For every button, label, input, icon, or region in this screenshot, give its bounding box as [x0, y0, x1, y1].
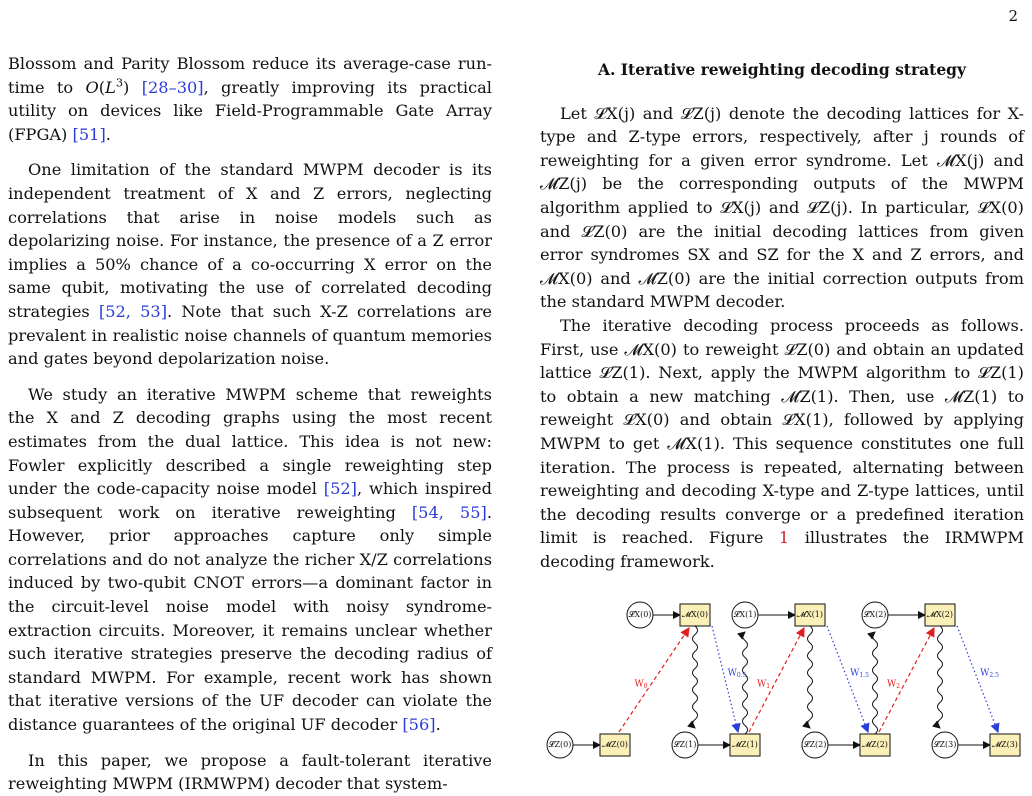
- bottom-lattice-node-label: 𝓛Z(0): [548, 740, 572, 749]
- figure-link[interactable]: 1: [778, 528, 790, 548]
- reweight-link: [938, 626, 943, 728]
- red-weight-label: $W_0$: [634, 679, 648, 690]
- paragraph-process: The iterative decoding process proceeds as follows. First, use 𝓜X(0) to reweight 𝓛Z(0) and obtain an updated lattice 𝓛Z(1). Next, apply the MWPM algorithm to 𝓛Z(1) to obtain a new matching 𝓜Z(1). Then, use 𝓜Z(1) to reweight 𝓛X(0) and obtain 𝓛X(1), followed by applying MWPM to get 𝓜X(1). This sequence constitutes one full iteration. The process is repeated, alternating between reweighting and decoding X-type and Z-type lattices, until the decoding results converge or a predefined iteration limit is reached. Figure 1 illustrates the IRMWPM decoding framework.: [540, 315, 1025, 571]
- blue-weight-arrow: [712, 626, 738, 732]
- page-number: 2: [1008, 7, 1018, 25]
- top-lattice-node-label: 𝓛X(0): [628, 610, 652, 619]
- blue-weight-label: $W_{1.5}$: [850, 668, 869, 679]
- bottom-matching-node-label: 𝓜Z(3): [992, 740, 1018, 749]
- bottom-matching-node-label: 𝓜Z(1): [732, 740, 758, 749]
- left-column: [8, 52, 492, 796]
- reweight-link: [873, 632, 878, 734]
- paragraph-3: We study an iterative MWPM scheme that reweights the X and Z decoding graphs using the most recent estimates from the dual lattice. This idea is not new: Fowler explicitly described a single reweighting step under the code-capacity noise model [52], which inspired subsequent work on iterative reweighting [54, 55]. However, prior approaches capture only simple correlations and do not analyze the richer X/Z correlations induced by two-qubit CNOT errors—a dominant factor in the circuit-level noise model with noisy syndrome-extraction circuits. Moreover, it remains unclear whether such iterative strategies preserve the decoding radius of standard MWPM. For example, recent work has shown that iterative versions of the UF decoder can violate the distance guarantees of the original UF decoder [56].: [8, 384, 492, 735]
- reweight-link: [693, 626, 698, 728]
- red-weight-label: $W_2$: [886, 679, 901, 690]
- top-matching-node-label: 𝓜X(1): [797, 610, 823, 619]
- blue-weight-label: $W_{2.5}$: [980, 668, 999, 679]
- blue-weight-arrow: [957, 626, 998, 732]
- paragraph-2: One limitation of the standard MWPM decoder is its independent treatment of X and Z errors, neglecting correlations that arise in noise models such as depolarizing noise. For instance, the presence of a Z error implies a 50% chance of a co-occurring X error on the same qubit, motivating the use of correlated decoding strategies [52, 53]. Note that such X-Z correlations are prevalent in realistic noise channels of quantum memories and gates beyond depolarization noise.: [8, 160, 493, 369]
- citation-link[interactable]: [51]: [72, 124, 106, 144]
- citation-link[interactable]: [52]: [323, 479, 357, 499]
- bottom-lattice-node-label: 𝓛Z(2): [803, 740, 827, 749]
- section-title: A. Iterative reweighting decoding strategy: [597, 60, 967, 79]
- reweight-link: [808, 626, 813, 728]
- paragraph-4: In this paper, we propose a fault-tolerant iterative reweighting MWPM (IRMWPM) decoder that system-: [8, 750, 492, 794]
- blue-weight-label: $W_{0.5}$: [727, 668, 747, 679]
- irmwpm-diagram: [530, 575, 1030, 785]
- paragraph-definitions: Let 𝓛X(j) and 𝓛Z(j) denote the decoding lattices for X-type and Z-type errors, respectively, after j rounds of reweighting for a given error syndrome. Let 𝓜X(j) and 𝓜Z(j) be the corresponding outputs of the MWPM algorithm applied to 𝓛X(j) and 𝓛Z(j). In particular, 𝓛X(0) and 𝓛Z(0) are the initial decoding lattices from given error syndromes SX and SZ for the X and Z errors, and 𝓜X(0) and 𝓜Z(0) are the initial correction outputs from the standard MWPM decoder.: [540, 103, 1024, 312]
- top-matching-node-label: 𝓜X(0): [682, 610, 708, 619]
- reweight-link: [743, 632, 748, 734]
- citation-link[interactable]: [54, 55]: [411, 502, 487, 522]
- bottom-matching-node-label: 𝓜Z(0): [602, 740, 628, 749]
- blue-weight-arrow: [827, 626, 868, 732]
- top-matching-node-label: 𝓜X(2): [927, 610, 953, 619]
- bottom-lattice-node-label: 𝓛Z(1): [673, 740, 697, 749]
- citation-link[interactable]: [52, 53]: [98, 301, 168, 321]
- paragraph-1: Blossom and Parity Blossom reduce its average-case run-time to $O(L^3)$ [28–30], greatly improving its practical utility on devices like Field-Programmable Gate Array (FPGA) [51].: [8, 54, 492, 144]
- bottom-lattice-node-label: 𝓛Z(3): [933, 740, 957, 749]
- citation-link[interactable]: [56]: [402, 715, 436, 735]
- citation-link[interactable]: [28–30]: [141, 77, 204, 97]
- top-lattice-node-label: 𝓛X(1): [733, 610, 757, 619]
- bottom-matching-node-label: 𝓜Z(2): [862, 740, 888, 749]
- top-lattice-node-label: 𝓛X(2): [863, 610, 887, 619]
- irmwpm-figure: [530, 575, 1030, 785]
- red-weight-arrow: [619, 628, 689, 732]
- right-column: [540, 52, 1024, 573]
- red-weight-label: $W_1$: [756, 679, 771, 690]
- complexity-math: O: [85, 77, 99, 97]
